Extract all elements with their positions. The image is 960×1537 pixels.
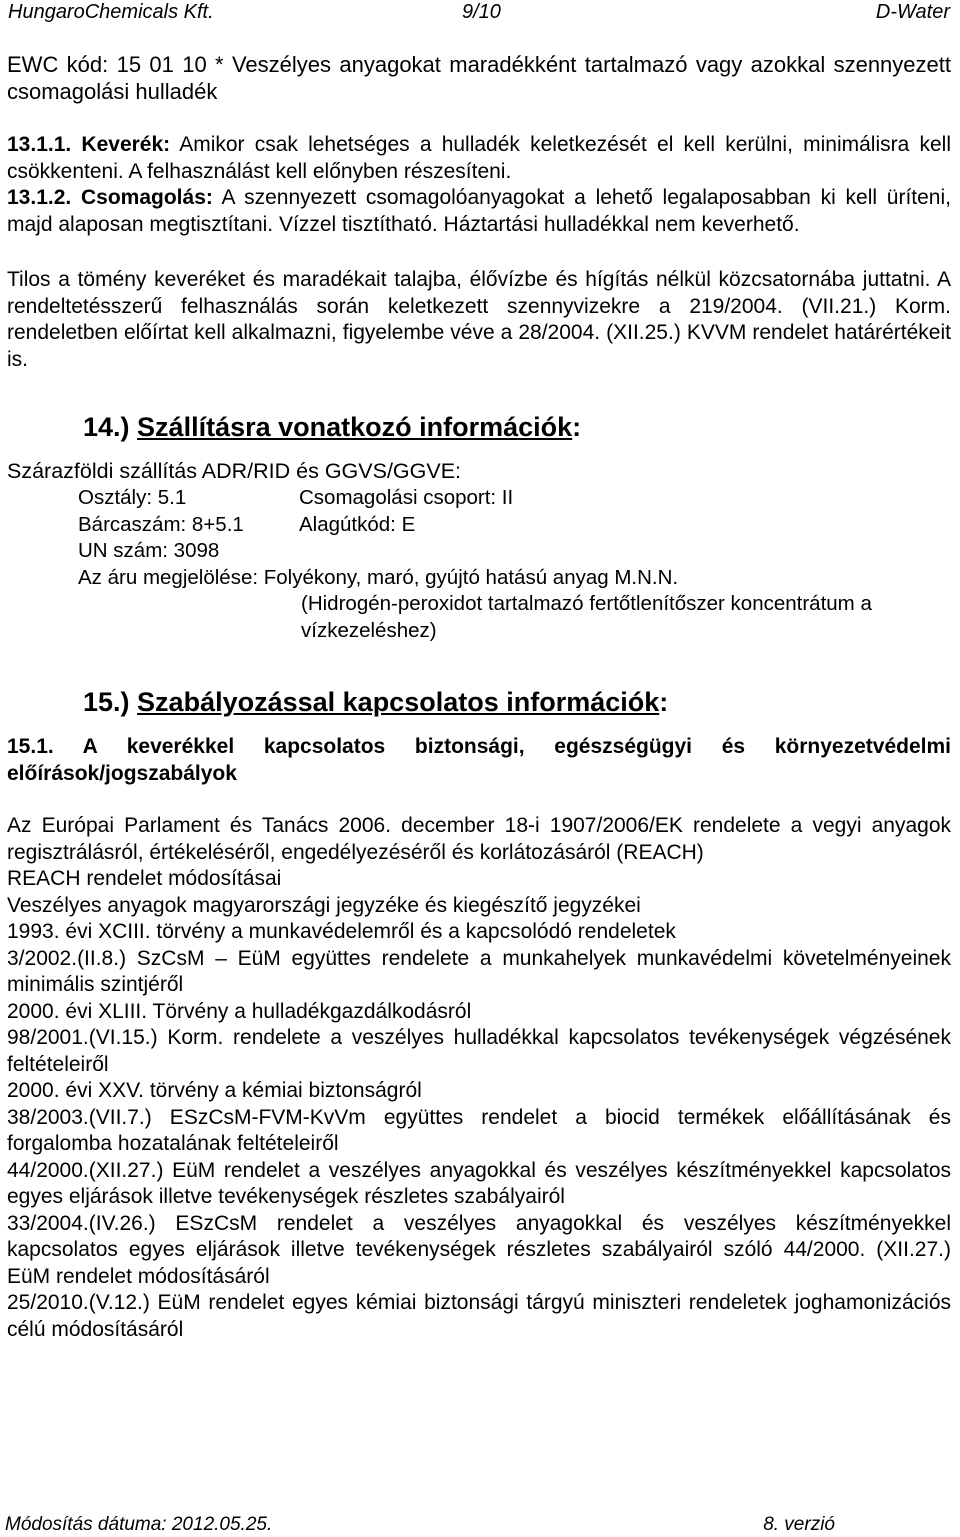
regulation-item: 25/2010.(V.12.) EüM rendelet egyes kémiai biztonsági tárgyú miniszteri rendeletek joghamonizációs célú módosításáról — [7, 1291, 951, 1341]
section-13-1-1-label: Keverék: — [81, 133, 171, 156]
transport-row-label — [78, 512, 951, 539]
section-15-colon: : — [659, 687, 669, 717]
goods-designation — [78, 565, 951, 592]
regulation-item: 2000. évi XLIII. Törvény a hulladékgazdálkodásról — [7, 999, 472, 1023]
regulation-item: 2000. évi XXV. törvény a kémiai biztonságról — [7, 1079, 422, 1102]
section-13-1-1 — [7, 132, 951, 185]
section-13-1-1-number: 13.1.1. — [7, 133, 72, 156]
regulation-item: REACH rendelet módosításai — [7, 867, 282, 890]
page-number: 9/10 — [462, 1, 501, 23]
page-header — [8, 0, 950, 26]
goods-label: Az áru megjelölése: — [78, 565, 259, 589]
transport-row-class — [78, 485, 951, 512]
section-15-1-heading — [7, 734, 951, 787]
class-label: Osztály: 5.1 — [78, 486, 187, 509]
tunnel-code: Alagútkód: E — [299, 512, 416, 536]
section-13-1-2-label: Csomagolás: — [81, 186, 213, 209]
product-name: D-Water — [875, 1, 950, 23]
company-name: HungaroChemicals Kft. — [8, 1, 214, 23]
land-transport-heading: Szárazföldi szállítás ADR/RID és GGVS/GGVE: — [7, 459, 462, 483]
regulation-item: 1993. évi XCIII. törvény a munkavédelemről és a kapcsolódó rendeletek — [7, 920, 676, 943]
section-13-1-2-number: 13.1.2. — [7, 186, 72, 209]
section-13-1-2-text: A szennyezett csomagolóanyagokat a lehető legalaposabban ki kell üríteni, majd alaposan megtisztítani. Vízzel tisztítható. Háztartási hulladékkal nem keverhető. — [7, 186, 951, 236]
revision-date: Módosítás dátuma: 2012.05.25. — [5, 1514, 273, 1535]
regulation-item: 33/2004.(IV.26.) ESzCsM rendelet a veszélyes anyagokkal és veszélyes készítményekkel kapcsolatos egyes eljárások illetve tevékenységek részletes szabályairól szóló 44/2000. (XII.27.) EüM rendelet módosításáról — [7, 1211, 951, 1288]
document-body — [7, 52, 951, 1343]
section-15-1-number: 15.1. — [7, 735, 54, 758]
disposal-prohibition: Tilos a tömény keveréket és maradékait talajba, élővízbe és hígítás nélkül közcsatornába juttatni. A rendeltetésszerű felhasználás során keletkezett szennyvizekre a 219/2004. (VII.21.) Korm. rendeletben előírtat kell alkalmazni, figyelembe véve a 28/2004. (XII.25.) KVVM rendelet határértékeit is. — [7, 268, 951, 371]
section-15-1-title: A keverékkel kapcsolatos biztonsági, egészségügyi és környezetvédelmi előírások/jogszabályok — [7, 735, 951, 785]
section-14-number: 14.) — [83, 412, 130, 442]
section-14-title: Szállításra vonatkozó információk — [137, 412, 573, 442]
ewc-code: EWC kód: 15 01 10 * Veszélyes anyagokat maradékként tartalmazó vagy azokkal szennyezett csomagolási hulladék — [7, 52, 951, 104]
section-13-1-2 — [7, 185, 951, 238]
packing-group: Csomagolási csoport: II — [299, 486, 514, 509]
version: 8. verzió — [763, 1514, 835, 1535]
goods-description-detail: (Hidrogén-peroxidot tartalmazó fertőtlenítőszer koncentrátum a vízkezeléshez) — [301, 592, 872, 642]
regulation-item: 98/2001.(VI.15.) Korm. rendelete a veszélyes hulladékkal kapcsolatos tevékenységek végzésének feltételeiről — [7, 1026, 951, 1076]
goods-description: Folyékony, maró, gyújtó hatású anyag M.N.N. — [263, 565, 679, 589]
page-footer — [5, 1514, 835, 1536]
section-15-number: 15.) — [83, 687, 130, 717]
regulation-item: 44/2000.(XII.27.) EüM rendelet a veszélyes anyagokkal és veszélyes készítményekkel kapcsolatos egyes eljárások illetve tevékenységek részletes szabályairól — [7, 1158, 951, 1208]
regulation-list — [7, 813, 951, 1343]
regulation-item: Veszélyes anyagok magyarországi jegyzéke és kiegészítő jegyzékei — [7, 893, 641, 917]
section-15-title: Szabályozással kapcsolatos információk — [137, 687, 660, 717]
label-number: Bárcaszám: 8+5.1 — [78, 512, 244, 536]
section-15-heading — [83, 684, 951, 720]
regulation-item: 38/2003.(VII.7.) ESzCsM-FVM-KvVm együttes rendelet a biocid termékek előállításának és forgalomba hozatalának feltételeiről — [7, 1105, 951, 1155]
transport-details — [7, 485, 951, 591]
regulation-item: 3/2002.(II.8.) SzCsM – EüM együttes rendelete a munkahelyek munkavédelmi követelményeinek minimális szintjéről — [7, 946, 951, 996]
section-14-colon: : — [572, 412, 582, 442]
section-13-1-1-text: Amikor csak lehetséges a hulladék keletkezését el kell kerülni, minimálisra kell csökkenteni. A felhasználást kell előnyben részesíteni. — [7, 133, 951, 183]
un-number: UN szám: 3098 — [78, 539, 220, 562]
regulation-item: Az Európai Parlament és Tanács 2006. december 18-i 1907/2006/EK rendelete a vegyi anyagok regisztrálásról, értékeléséről, engedélyezéséről és korlátozásáról (REACH) — [7, 814, 951, 864]
section-14-heading — [83, 409, 951, 445]
